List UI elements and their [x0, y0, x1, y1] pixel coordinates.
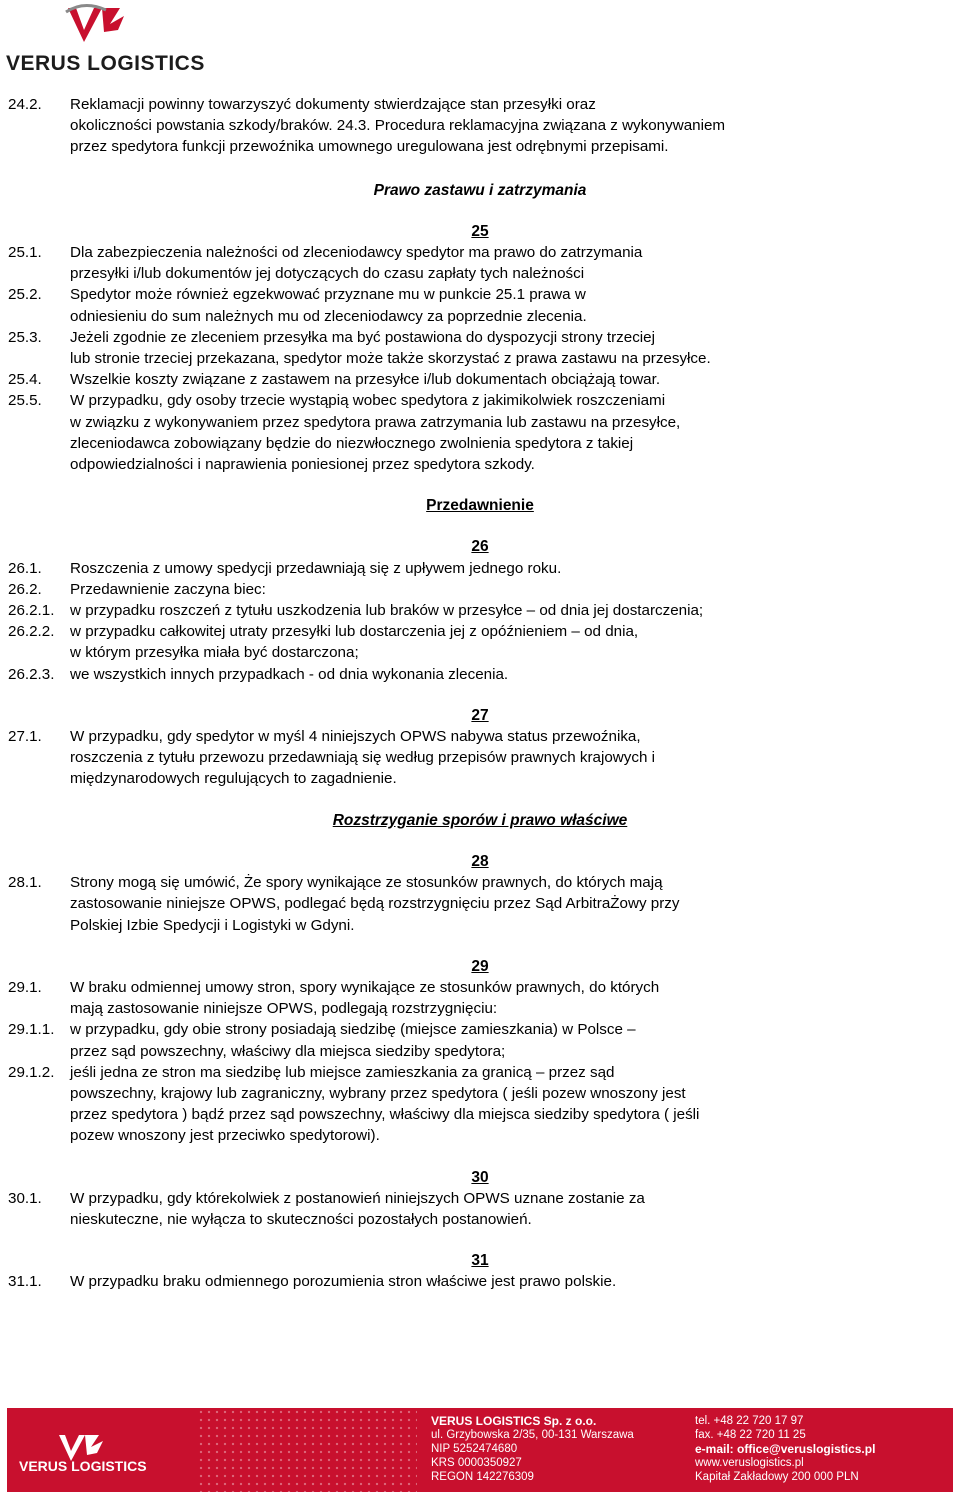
footer-email-link[interactable]: e-mail: office@veruslogistics.pl [695, 1442, 876, 1456]
footer-logo-wordmark: VERUS LOGISTICS [19, 1458, 147, 1474]
clause-text-line: Przedawnienie zaczyna biec: [70, 580, 266, 598]
section-number-26: 26 [471, 538, 489, 556]
heading-przedawnienie: Przedawnienie [426, 497, 534, 515]
clause-number: 25.5. [8, 392, 42, 410]
company-logo [6, 2, 216, 74]
clause-row [0, 621, 870, 663]
clause-text-line: odpowiedzialności i naprawienia poniesionej przez spedytora szkody. [70, 456, 535, 474]
clause-text-line: w przypadku, gdy obie strony posiadają siedzibę (miejsce zamieszkania) w Polsce – [70, 1021, 636, 1039]
clause-text-line: Spedytor może również egzekwować przyznane mu w punkcie 25.1 prawa w [70, 286, 586, 304]
clause-text-line: przez spedytora funkcji przewoźnika umownego uregulowana jest odrębnymi przepisami. [70, 138, 669, 156]
section-31-rows [0, 1271, 960, 1292]
clause-text-line: we wszystkich innych przypadkach - od dnia wykonania zlecenia. [70, 665, 509, 683]
clause-number: 25.3. [8, 328, 42, 346]
clause-text-line: zleceniodawca zobowiązany będzie do niezwłocznego zwolnienia spedytora z takiej [70, 434, 634, 452]
section-number-29: 29 [471, 957, 489, 975]
clause-number: 25.1. [8, 244, 42, 262]
clause-text-line: Strony mogą się umówić, Że spory wynikające ze stosunków prawnych, do których mają [70, 874, 663, 892]
heading-rozstrzyganie: Rozstrzyganie sporów i prawo właściwe [332, 811, 628, 829]
section-30-rows [0, 1188, 960, 1230]
clause-text-line: przesyłki i/lub dokumentów jej dotyczących do czasu zapłaty tych należności [70, 265, 585, 283]
logo-wordmark: VERUS LOGISTICS [6, 52, 205, 75]
clause-text-line: odniesieniu do sum należnych mu od zleceniodawcy za poprzednie zlecenia. [70, 307, 587, 325]
clause-row [0, 1019, 870, 1061]
clause-text-line: Reklamacji powinny towarzyszyć dokumenty stwierdzające stan przesyłki oraz [70, 96, 596, 113]
clause-text-line: W przypadku braku odmiennego porozumienia stron właściwe jest prawo polskie. [70, 1273, 617, 1291]
clause-text-line: W przypadku, gdy spedytor w myśl 4 niniejszych OPWS nabywa status przewoźnika, [70, 728, 641, 746]
footer-tel: tel. +48 22 720 17 97 [695, 1415, 804, 1427]
clause-text-line: w którym przesyłka miała być dostarczona; [70, 644, 359, 662]
clause-number: 28.1. [8, 874, 42, 892]
clause-text-line: jeśli jedna ze stron ma siedzibę lub miejsce zamieszkania za granicą – przez sąd [70, 1063, 615, 1081]
clause-number: 26.2.2. [8, 623, 55, 641]
clause-text-line: Jeżeli zgodnie ze zleceniem przesyłka ma być postawiona do dyspozycji strony trzeciej [70, 328, 655, 346]
clause-number: 27.1. [8, 728, 42, 746]
clause-text-line: okoliczności powstania szkody/braków. 24.3. Procedura reklamacyjna związana z wykonywaniem [70, 117, 726, 135]
clause-number: 29.1.1. [8, 1021, 55, 1039]
clause-row [0, 94, 870, 158]
clause-row [0, 664, 870, 685]
clause-number: 30.1. [8, 1189, 42, 1207]
section-number-25: 25 [471, 222, 489, 240]
clause-row [0, 600, 870, 621]
clause-row [0, 284, 870, 326]
section-26-rows [0, 558, 960, 685]
footer-banner [7, 1408, 953, 1492]
clause-text-line: w związku z wykonywaniem przez spedytora prawa zatrzymania lub zastawu na przesyłce, [70, 413, 681, 431]
footer-logo-mark-icon [17, 1414, 157, 1486]
clause-row [0, 1271, 870, 1292]
clause-text-line: W braku odmiennej umowy stron, spory wynikające ze stosunków prawnych, do których [70, 978, 660, 996]
clause-row [0, 579, 870, 600]
clause-row [0, 872, 870, 936]
clause-text-line: W przypadku, gdy którekolwiek z postanowień niniejszych OPWS uznane zostanie za [70, 1189, 645, 1207]
footer-capital: Kapitał Zakładowy 200 000 PLN [695, 1471, 859, 1483]
section-29-rows [0, 977, 960, 1147]
clause-text-line: powszechny, krajowy lub zagraniczny, wybrany przez spedytora ( jeśli pozew wnoszony jest [70, 1084, 686, 1102]
clause-number: 26.2.3. [8, 665, 55, 683]
heading-prawo-zastawu: Prawo zastawu i zatrzymania [373, 181, 587, 199]
clause-text-line: W przypadku, gdy osoby trzecie wystąpią wobec spedytora z jakimikolwiek roszczeniami [70, 392, 666, 410]
clause-text-line: nieskuteczne, nie wyłącza to skuteczności pozostałych postanowień. [70, 1210, 532, 1228]
clause-text-line: przez sąd powszechny, właściwy dla miejsca siedziby spedytora; [70, 1042, 506, 1060]
clause-number: 31.1. [8, 1273, 42, 1291]
clause-row [0, 242, 870, 284]
clause-text-line: Dla zabezpieczenia należności od zleceniodawcy spedytor ma prawo do zatrzymania [70, 244, 643, 262]
section-number-30: 30 [471, 1168, 489, 1186]
section-number-28: 28 [471, 852, 489, 870]
clause-text-line: zastosowanie niniejsze OPWS, podlegać będą rozstrzygnięciu przez Sąd ArbitraŻowy przy [70, 895, 680, 913]
footer-nip: NIP 5252474680 [431, 1443, 518, 1455]
clause-text-line: roszczenia z tytułu przewozu przedawniają się według przepisów prawnych krajowych i [70, 749, 655, 767]
footer-address: ul. Grzybowska 2/35, 00-131 Warszawa [431, 1429, 634, 1441]
footer-company-info [431, 1414, 634, 1484]
section-24-rows [0, 94, 960, 158]
clause-number: 26.2. [8, 580, 42, 598]
clause-text-line: pozew wnoszony jest przeciwko spedytorowi). [70, 1127, 380, 1145]
clause-number: 25.2. [8, 286, 42, 304]
clause-text-line: w przypadku roszczeń z tytułu uszkodzenia lub braków w przesyłce – od dnia jej dostarczenia; [70, 602, 704, 620]
footer-company-name: VERUS LOGISTICS Sp. z o.o. [431, 1414, 597, 1428]
clause-number: 29.1. [8, 978, 42, 996]
footer-www-link[interactable]: www.veruslogistics.pl [695, 1457, 804, 1469]
clause-text-line: lub stronie trzeciej przekazana, spedytor może także skorzystać z prawa zastawu na przesyłce. [70, 350, 711, 368]
document-body [0, 94, 960, 1293]
clause-text-line: Wszelkie koszty związane z zastawem na przesyłce i/lub dokumentach obciążają towar. [70, 371, 661, 389]
clause-number: 24.2. [8, 96, 42, 113]
clause-text-line: międzynarodowych regulujących to zagadnienie. [70, 770, 397, 788]
section-27-rows [0, 726, 960, 790]
clause-row [0, 726, 870, 790]
footer-dot-pattern [197, 1408, 417, 1492]
footer-krs: KRS 0000350927 [431, 1457, 522, 1469]
clause-text-line: przez spedytora ) bądź przez sąd powszechny, właściwy dla miejsca siedziby spedytora ( jeśli [70, 1106, 700, 1124]
footer-regon: REGON 142276309 [431, 1471, 534, 1483]
section-number-27: 27 [471, 706, 489, 724]
clause-text-line: Polskiej Izbie Spedycji i Logistyki w Gdyni. [70, 916, 355, 934]
footer-fax: fax. +48 22 720 11 25 [695, 1429, 806, 1441]
clause-row [0, 390, 870, 475]
clause-row [0, 369, 870, 390]
clause-row [0, 1062, 870, 1147]
section-28-rows [0, 872, 960, 936]
footer-contact-info [695, 1414, 875, 1484]
clause-row [0, 327, 870, 369]
section-25-rows [0, 242, 960, 475]
clause-text-line: w przypadku całkowitej utraty przesyłki lub dostarczenia jej z opóźnieniem – od dnia, [70, 623, 639, 641]
clause-row [0, 1188, 870, 1230]
section-number-31: 31 [471, 1252, 489, 1270]
clause-number: 26.2.1. [8, 602, 55, 620]
clause-number: 29.1.2. [8, 1063, 55, 1081]
clause-row [0, 558, 870, 579]
clause-text-line: Roszczenia z umowy spedycji przedawniają się z upływem jednego roku. [70, 559, 562, 577]
clause-text-line: mają zastosowanie niniejsze OPWS, podlegają rozstrzygnięciu: [70, 1000, 498, 1018]
clause-row [0, 977, 870, 1019]
clause-number: 26.1. [8, 559, 42, 577]
verus-logo-mark-icon [6, 2, 146, 52]
clause-number: 25.4. [8, 371, 42, 389]
